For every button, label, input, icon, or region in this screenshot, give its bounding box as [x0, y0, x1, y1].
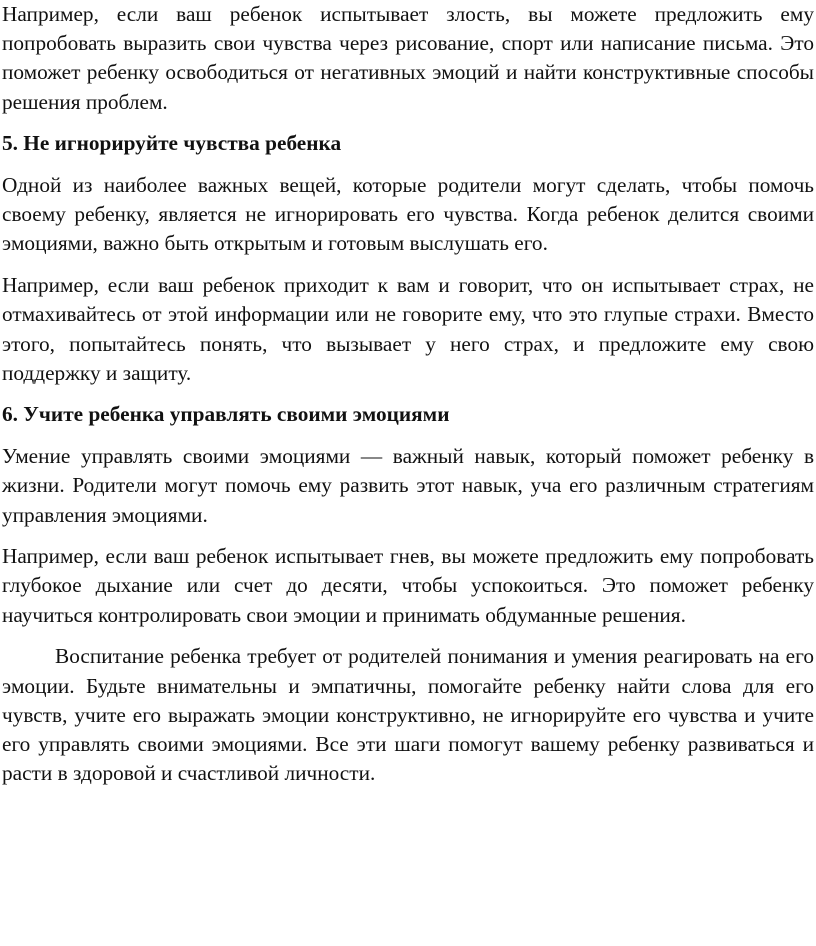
heading-section-6: 6. Учите ребенка управлять своими эмоциями	[2, 402, 450, 427]
paragraph-dont-ignore-feelings: Одной из наиболее важных вещей, которые родители могут сделать, чтобы помочь своему ребенку, является не игнорировать его чувства. Когда ребенок делится своими эмоциями, важно быть открытым и готовым выслушать его.	[2, 173, 814, 256]
paragraph-anger-example: Например, если ваш ребенок испытывает злость, вы можете предложить ему попробовать выразить свои чувства через рисование, спорт или написание письма. Это поможет ребенку освободиться от негативных эмоций и найти конструктивные способы решения проблем.	[2, 2, 814, 114]
document-page	[2, 0, 814, 801]
paragraph-conclusion: Воспитание ребенка требует от родителей понимания и умения реагировать на его эмоции. Будьте внимательны и эмпатичны, помогайте ребенку найти слова для его чувств, учите его выражать эмоции конструктивно, не игнорируйте его чувства и учите его управлять своими эмоциями. Все эти шаги помогут вашему ребенку развиваться и расти в здоровой и счастливой личности.	[2, 644, 814, 786]
paragraph-anger-breathing-example: Например, если ваш ребенок испытывает гнев, вы можете предложить ему попробовать глубокое дыхание или счет до десяти, чтобы успокоиться. Это поможет ребенку научиться контролировать свои эмоции и принимать обдуманные решения.	[2, 544, 814, 627]
paragraph-emotion-management: Умение управлять своими эмоциями — важный навык, который поможет ребенку в жизни. Родители могут помочь ему развить этот навык, уча его различным стратегиям управления эмоциями.	[2, 444, 814, 527]
heading-section-5: 5. Не игнорируйте чувства ребенка	[2, 131, 342, 156]
paragraph-fear-example: Например, если ваш ребенок приходит к вам и говорит, что он испытывает страх, не отмахивайтесь от этой информации или не говорите ему, что это глупые страхи. Вместо этого, попытайтесь понять, что вызывает у него страх, и предложите ему свою поддержку и защиту.	[2, 273, 814, 385]
